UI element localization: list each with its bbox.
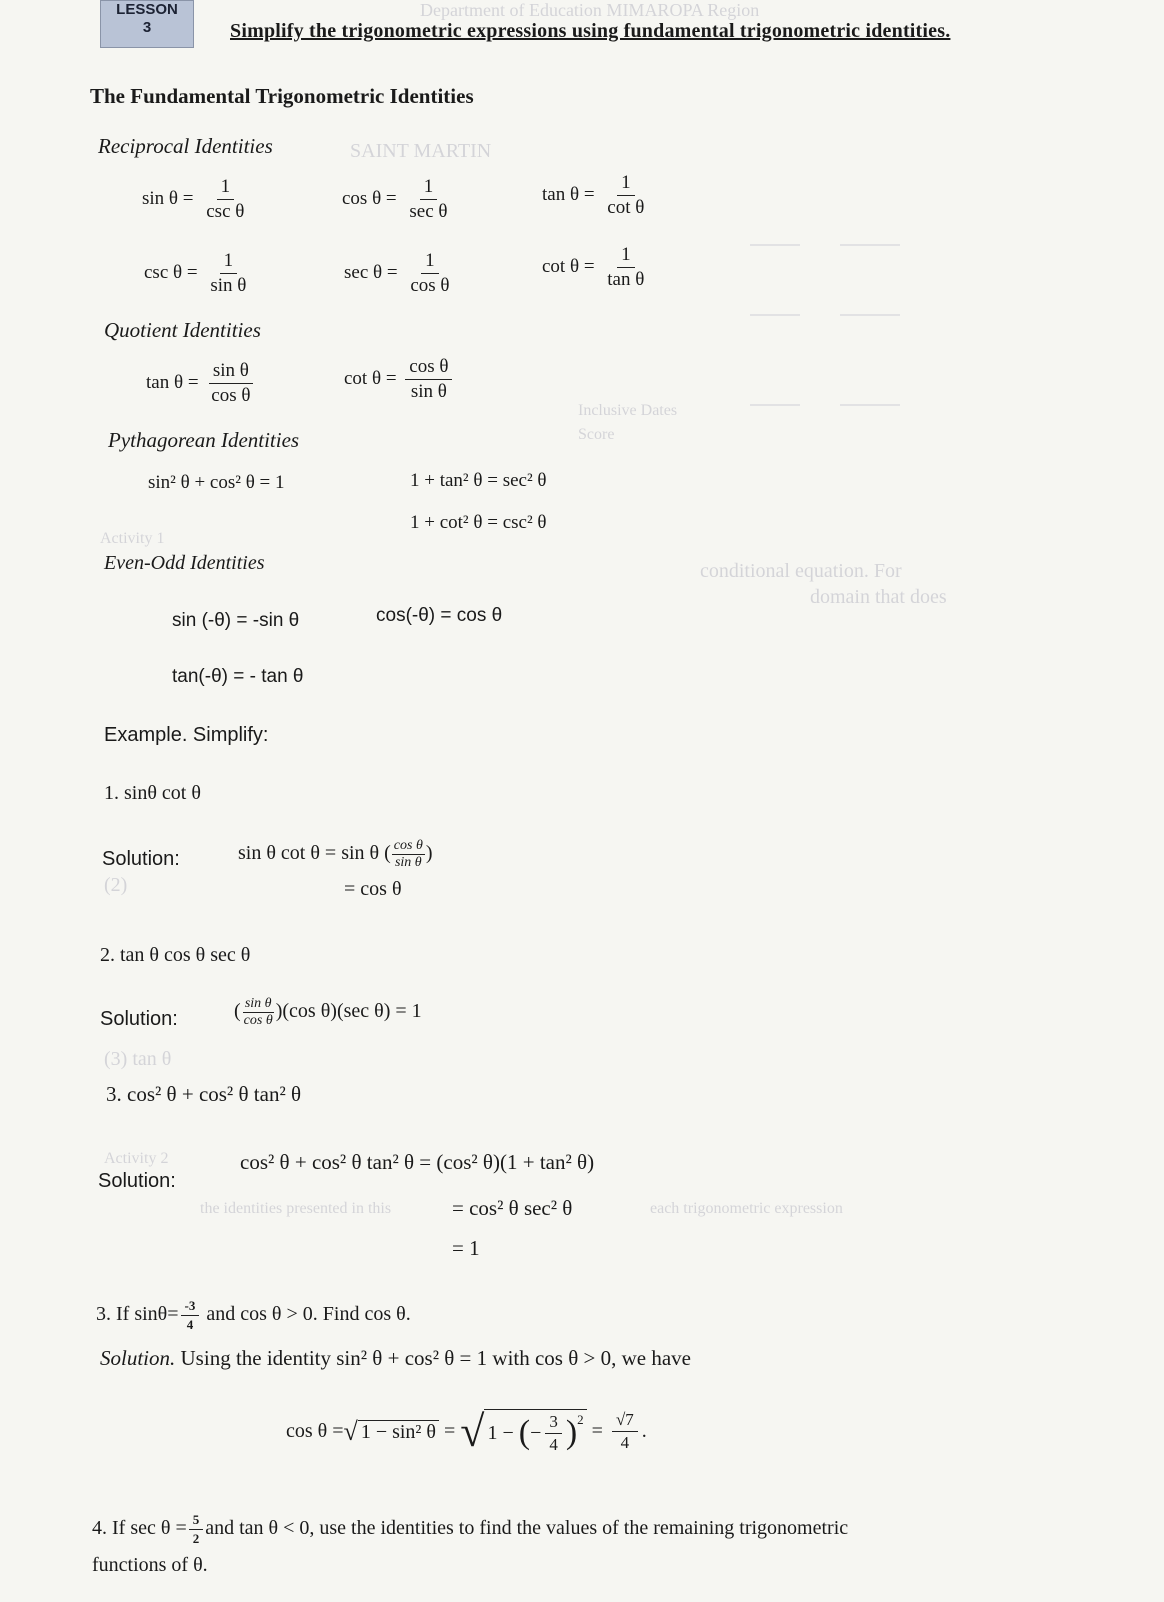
example-3-line2: = cos² θ sec² θ: [452, 1196, 573, 1220]
quotient-heading: Quotient Identities: [104, 318, 261, 342]
bleed-through-2: (2): [104, 874, 128, 896]
example-3-solution-label: Solution:: [98, 1170, 176, 1192]
even-odd-tan: tan(-θ) = - tan θ: [172, 666, 304, 687]
example-1-problem: 1. sinθ cot θ: [104, 782, 201, 804]
lesson-label: LESSON: [116, 1, 178, 18]
example-4-solution-text: Using the identity sin² θ + cos² θ = 1 with cos θ > 0, we have: [180, 1346, 692, 1370]
even-odd-heading: Even-Odd Identities: [104, 552, 265, 574]
bleed-through-expression: each trigonometric expression: [650, 1200, 843, 1217]
radicand: 1 − ( − $\frac{3}{4}$ ) $^2$: [484, 1409, 586, 1455]
example-4-solution: [100, 1346, 691, 1371]
example-heading: Example. Simplify:: [104, 724, 269, 746]
bleed-through-conditional: conditional equation. For: [700, 560, 902, 582]
radical-sign: √: [343, 1416, 358, 1446]
reciprocal-sec: sec θ = $\frac{1}{\text{cos θ}}$: [344, 250, 450, 296]
radical-sign-large: √: [460, 1407, 485, 1456]
even-odd-sin: sin (-θ) = -sin θ: [172, 610, 300, 631]
quotient-cot: cot θ = $\frac{\text{cos θ}}{\text{sin θ}}$: [344, 356, 456, 403]
bleed-through-presented: the identities presented in this: [200, 1200, 392, 1217]
pythagorean-eq3: 1 + cot² θ = csc² θ: [410, 512, 547, 533]
example-1-line1: sin θ cot θ = sin θ ( $\frac{\text{cos θ}}{\text{sin θ}}$ ): [238, 838, 433, 870]
pythagorean-eq1: sin² θ + cos² θ = 1: [148, 472, 285, 493]
example-4-solution-label: Solution.: [100, 1346, 176, 1370]
reciprocal-csc: csc θ = $\frac{1}{\text{sin θ}}$: [144, 250, 247, 296]
example-4-problem: 3. If sinθ= $\frac{-3}{4}$ and cos θ > 0. Find cos θ.: [96, 1298, 411, 1332]
reciprocal-heading: Reciprocal Identities: [98, 134, 273, 158]
reciprocal-sin: sin θ = $\frac{1}{\text{csc θ}}$: [142, 176, 245, 222]
main-heading: The Fundamental Trigonometric Identities: [90, 84, 474, 108]
lesson-title: Simplify the trigonometric expressions using fundamental trigonometric identities.: [230, 20, 951, 42]
example-3-line1: cos² θ + cos² θ tan² θ = (cos² θ)(1 + tan² θ): [240, 1150, 595, 1174]
example-3-line3: = 1: [452, 1236, 480, 1260]
example-5-problem-line2: functions of θ.: [92, 1554, 208, 1576]
example-5-problem: 4. If sec θ = $\frac{5}{2}$ and tan θ < 0, use the identities to find the values of the remaining trigonometric: [92, 1512, 849, 1546]
pythagorean-heading: Pythagorean Identities: [108, 428, 300, 452]
example-2-problem: 2. tan θ cos θ sec θ: [100, 944, 251, 966]
bleed-through-school: SAINT MARTIN: [350, 140, 492, 162]
bleed-through-3: (3) tan θ: [104, 1048, 172, 1070]
bleed-through-domain: domain that does: [810, 586, 947, 608]
reciprocal-cos: cos θ = $\frac{1}{\text{sec θ}}$: [342, 176, 448, 222]
bleed-through-dates: Inclusive Dates: [578, 402, 678, 419]
lesson-number: 3: [142, 19, 152, 36]
even-odd-cos: cos(-θ) = cos θ: [376, 605, 503, 626]
reciprocal-cot: cot θ = $\frac{1}{\text{tan θ}}$: [542, 244, 645, 290]
example-2-solution-label: Solution:: [100, 1008, 178, 1030]
reciprocal-tan: tan θ = $\frac{1}{\text{cot θ}}$: [542, 172, 645, 218]
bleed-through-score: Score: [578, 426, 615, 443]
example-1-solution-label: Solution:: [102, 848, 180, 870]
lesson-badge: [100, 0, 194, 48]
example-1-line2: = cos θ: [344, 878, 402, 900]
bleed-through-activity2: Activity 2: [104, 1150, 169, 1167]
bleed-through-fractions: [740, 200, 1010, 440]
pythagorean-eq2: 1 + tan² θ = sec² θ: [410, 470, 547, 491]
example-3-problem: 3. cos² θ + cos² θ tan² θ: [106, 1082, 302, 1106]
quotient-tan: tan θ = $\frac{\text{sin θ}}{\text{cos θ}}$: [146, 360, 258, 407]
bleed-through-activity1: Activity 1: [100, 530, 165, 547]
bleed-through-header: Department of Education MIMAROPA Region: [420, 0, 760, 20]
example-4-equation: cos θ = √ 1 − sin² θ = √ 1 − ( − $\frac{3}{4}$ ) $^2$ = $\frac{√7}{4}$ .: [286, 1407, 647, 1456]
example-2-line1: ( $\frac{\text{sin θ}}{\text{cos θ}}$ )(cos θ)(sec θ) = 1: [234, 996, 422, 1028]
